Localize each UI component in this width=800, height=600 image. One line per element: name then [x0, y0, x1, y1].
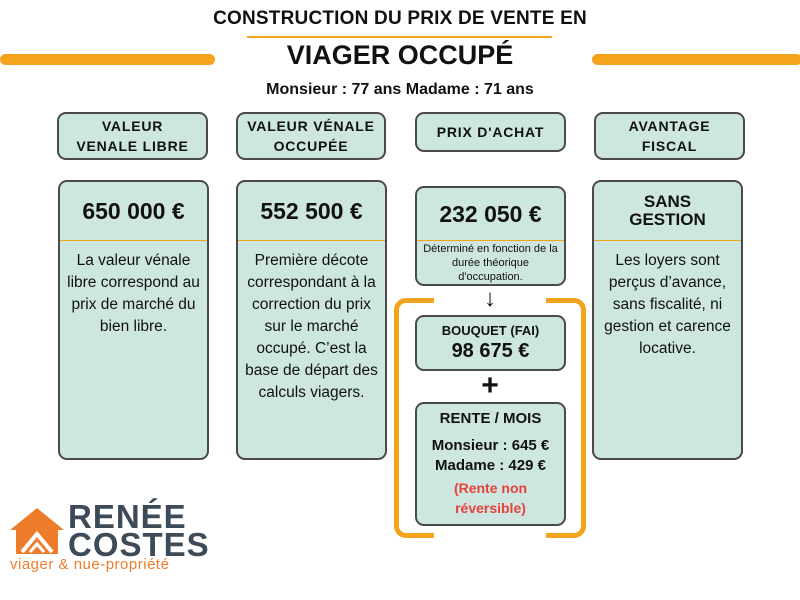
panel-value: [594, 182, 741, 241]
header-label: PRIX D'ACHAT: [436, 124, 545, 140]
header-valeur-venale-libre: [57, 112, 208, 160]
bouquet-value: 98 675 €: [451, 340, 530, 362]
header-avantage-fiscal: [594, 112, 745, 160]
rente-label: RENTE / MOIS: [439, 410, 542, 427]
header-label: VALEUR VENALE LIBRE: [76, 118, 189, 154]
title-line-1: CONSTRUCTION DU PRIX DE VENTE EN: [213, 8, 587, 29]
rente-monsieur: Monsieur : 645 €: [431, 437, 550, 454]
bouquet-label: BOUQUET (FAI): [441, 323, 540, 338]
subtitle: Monsieur : 77 ans Madame : 71 ans: [266, 81, 534, 98]
panel-description: Déterminé en fonction de la durée théorique d'occupation.: [423, 243, 558, 283]
panel-value: 552 500 €: [238, 182, 385, 241]
plus-icon: +: [481, 369, 499, 402]
header-label: VALEUR VÉNALE OCCUPÉE: [247, 118, 375, 154]
rente-note: (Rente non réversible): [453, 480, 528, 516]
logo-name-line-2: COSTES: [68, 526, 210, 563]
panel-description: Première décote correspondant à la correction du prix sur le marché occupé. C’est la base de départ des calculs viagers.: [245, 252, 378, 401]
rente-madame: Madame : 429 €: [435, 457, 546, 474]
panel-value: 650 000 €: [60, 182, 207, 241]
panel-description: La valeur vénale libre correspond au prix de marché du bien libre.: [67, 252, 200, 335]
rente-box: [415, 402, 566, 526]
logo: [8, 500, 208, 580]
panel-description: Les loyers sont perçus d’avance, sans fiscalité, ni gestion et carence locative.: [604, 252, 731, 357]
panel-value: 232 050 €: [417, 188, 564, 241]
arrow-down-icon: ↓: [484, 285, 496, 312]
house-logo-icon: [8, 506, 66, 556]
logo-name-line-1: RENÉE: [68, 498, 187, 535]
logo-tagline: viager & nue-propriété: [10, 556, 170, 573]
header-label: AVANTAGE FISCAL: [628, 118, 711, 154]
panel-valeur-venale-occupee: [236, 180, 387, 460]
title-line-2: VIAGER OCCUPÉ: [286, 40, 514, 70]
panel-prix-achat: [415, 186, 566, 286]
title-underline: [247, 36, 552, 38]
header-prix-achat: [415, 112, 566, 152]
bouquet-box: [415, 315, 566, 371]
panel-avantage-fiscal: [592, 180, 743, 460]
header-valeur-venale-occupee: [236, 112, 386, 160]
panel-valeur-venale-libre: [58, 180, 209, 460]
panel-value-text: SANS GESTION: [629, 192, 706, 229]
